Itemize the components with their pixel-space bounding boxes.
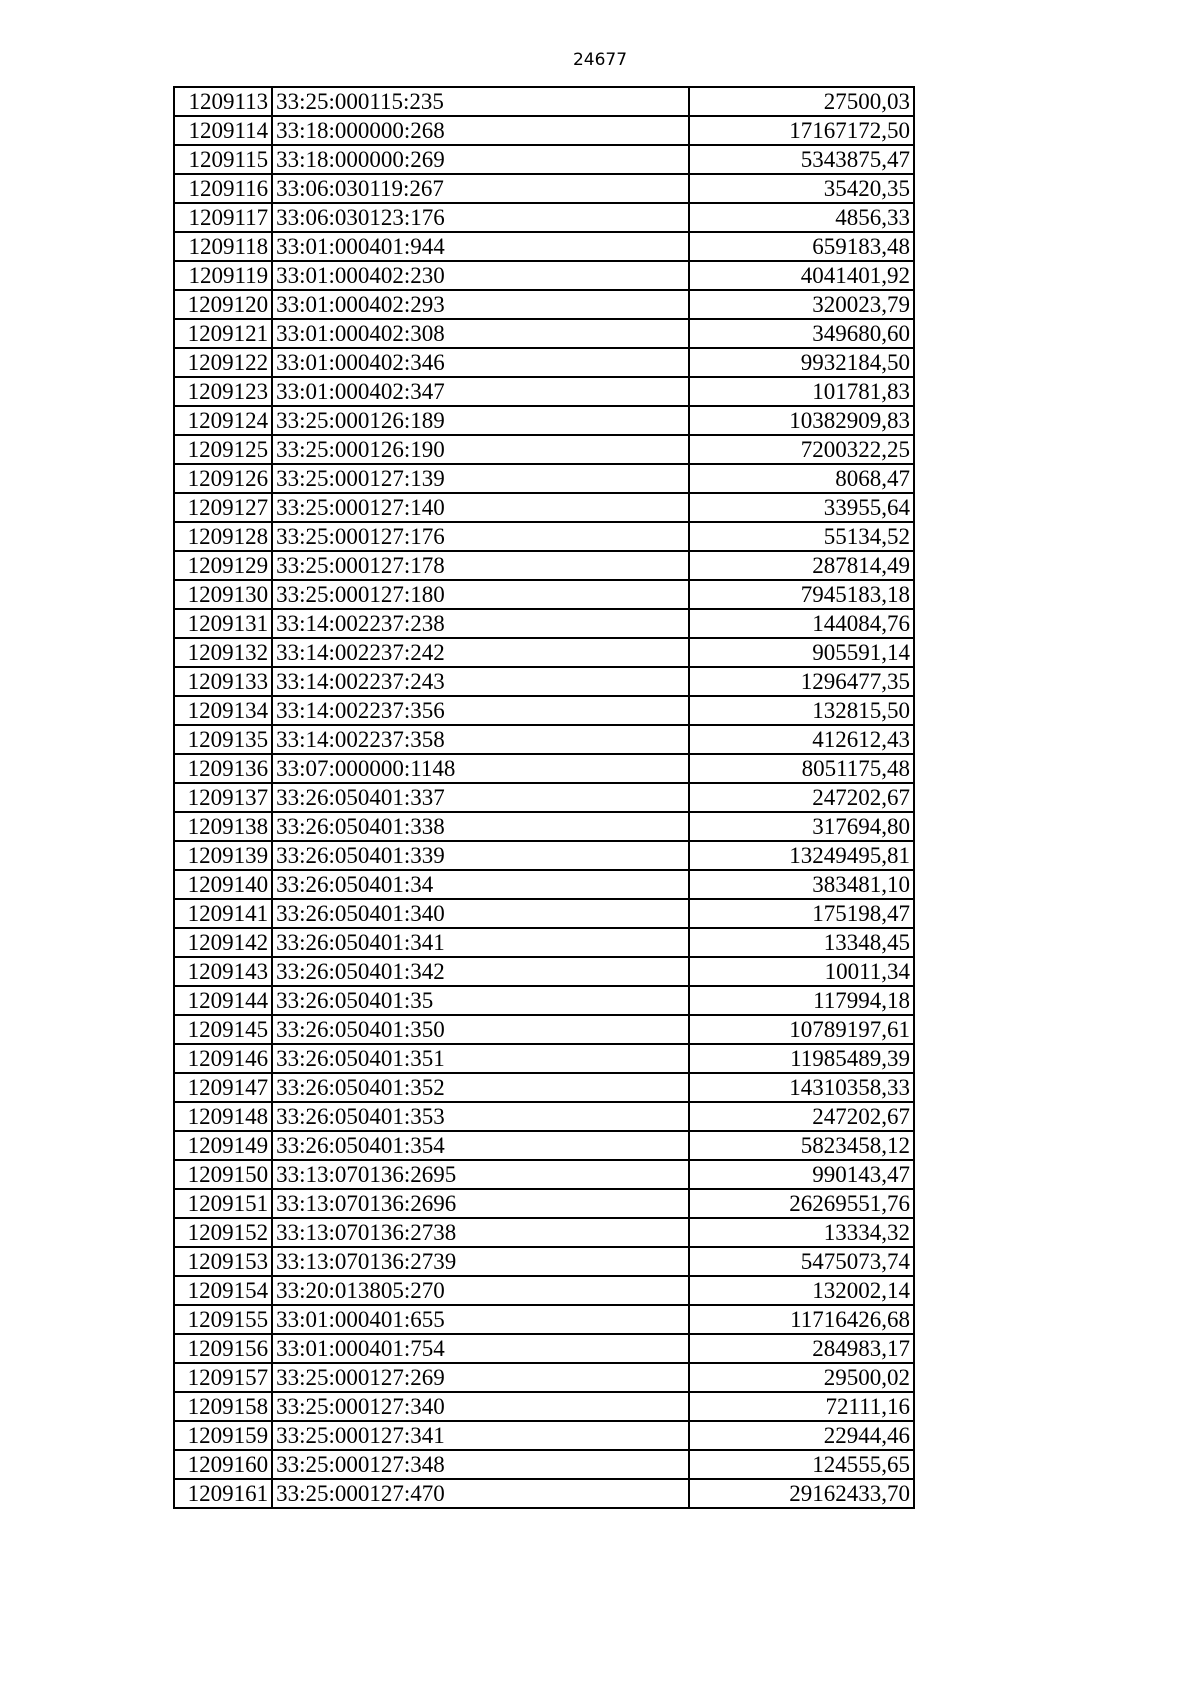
cadastral-number-cell: 33:25:000126:190	[272, 435, 689, 464]
cadastral-number-cell: 33:25:000127:139	[272, 464, 689, 493]
table-row	[174, 232, 914, 261]
row-id-cell: 1209141	[174, 899, 272, 928]
cadastral-number-cell: 33:25:000127:180	[272, 580, 689, 609]
cadastral-number-cell: 33:06:030119:267	[272, 174, 689, 203]
cadastral-value-cell: 5343875,47	[689, 145, 914, 174]
row-id-cell: 1209133	[174, 667, 272, 696]
row-id-cell: 1209129	[174, 551, 272, 580]
table-row	[174, 899, 914, 928]
cadastral-value-cell: 317694,80	[689, 812, 914, 841]
page-number: 24677	[572, 50, 628, 70]
row-id-cell: 1209149	[174, 1131, 272, 1160]
cadastral-number-cell: 33:26:050401:353	[272, 1102, 689, 1131]
cadastral-value-cell: 4041401,92	[689, 261, 914, 290]
row-id-cell: 1209135	[174, 725, 272, 754]
row-id-cell: 1209124	[174, 406, 272, 435]
cadastral-number-cell: 33:26:050401:35	[272, 986, 689, 1015]
row-id-cell: 1209137	[174, 783, 272, 812]
cadastral-number-cell: 33:25:000127:140	[272, 493, 689, 522]
cadastral-value-cell: 9932184,50	[689, 348, 914, 377]
cadastral-value-cell: 101781,83	[689, 377, 914, 406]
cadastral-value-cell: 132815,50	[689, 696, 914, 725]
cadastral-number-cell: 33:18:000000:268	[272, 116, 689, 145]
cadastral-value-cell: 659183,48	[689, 232, 914, 261]
table-row	[174, 464, 914, 493]
table-row	[174, 261, 914, 290]
cadastral-number-cell: 33:26:050401:350	[272, 1015, 689, 1044]
cadastral-number-cell: 33:13:070136:2695	[272, 1160, 689, 1189]
cadastral-number-cell: 33:13:070136:2739	[272, 1247, 689, 1276]
table-row	[174, 580, 914, 609]
cadastral-value-cell: 8068,47	[689, 464, 914, 493]
cadastral-value-cell: 117994,18	[689, 986, 914, 1015]
cadastral-value-cell: 17167172,50	[689, 116, 914, 145]
table-row	[174, 1102, 914, 1131]
cadastral-number-cell: 33:01:000402:230	[272, 261, 689, 290]
row-id-cell: 1209126	[174, 464, 272, 493]
row-id-cell: 1209144	[174, 986, 272, 1015]
row-id-cell: 1209127	[174, 493, 272, 522]
table-row	[174, 87, 914, 116]
cadastral-number-cell: 33:01:000401:754	[272, 1334, 689, 1363]
row-id-cell: 1209118	[174, 232, 272, 261]
cadastral-number-cell: 33:25:000127:341	[272, 1421, 689, 1450]
row-id-cell: 1209119	[174, 261, 272, 290]
table-row	[174, 1305, 914, 1334]
table-row	[174, 1189, 914, 1218]
row-id-cell: 1209148	[174, 1102, 272, 1131]
row-id-cell: 1209147	[174, 1073, 272, 1102]
row-id-cell: 1209113	[174, 87, 272, 116]
cadastral-value-cell: 8051175,48	[689, 754, 914, 783]
row-id-cell: 1209125	[174, 435, 272, 464]
cadastral-number-cell: 33:26:050401:338	[272, 812, 689, 841]
row-id-cell: 1209115	[174, 145, 272, 174]
cadastral-value-cell: 29500,02	[689, 1363, 914, 1392]
table-row	[174, 928, 914, 957]
row-id-cell: 1209114	[174, 116, 272, 145]
table-row	[174, 1479, 914, 1508]
cadastral-number-cell: 33:01:000401:655	[272, 1305, 689, 1334]
cadastral-value-cell: 72111,16	[689, 1392, 914, 1421]
row-id-cell: 1209142	[174, 928, 272, 957]
table-row	[174, 290, 914, 319]
cadastral-number-cell: 33:26:050401:354	[272, 1131, 689, 1160]
row-id-cell: 1209120	[174, 290, 272, 319]
row-id-cell: 1209153	[174, 1247, 272, 1276]
table-row	[174, 725, 914, 754]
cadastral-value-cell: 11716426,68	[689, 1305, 914, 1334]
cadastral-value-cell: 412612,43	[689, 725, 914, 754]
table-row	[174, 870, 914, 899]
table-row	[174, 812, 914, 841]
cadastral-number-cell: 33:13:070136:2738	[272, 1218, 689, 1247]
row-id-cell: 1209128	[174, 522, 272, 551]
table-row	[174, 1044, 914, 1073]
table-row	[174, 522, 914, 551]
table-row	[174, 957, 914, 986]
cadastral-number-cell: 33:14:002237:243	[272, 667, 689, 696]
table-row	[174, 986, 914, 1015]
table-row	[174, 493, 914, 522]
cadastral-value-cell: 13249495,81	[689, 841, 914, 870]
table-row	[174, 174, 914, 203]
table-row	[174, 203, 914, 232]
cadastral-number-cell: 33:14:002237:356	[272, 696, 689, 725]
row-id-cell: 1209136	[174, 754, 272, 783]
cadastral-number-cell: 33:01:000401:944	[272, 232, 689, 261]
table-row	[174, 406, 914, 435]
table-row	[174, 377, 914, 406]
cadastral-number-cell: 33:25:000127:340	[272, 1392, 689, 1421]
cadastral-number-cell: 33:26:050401:337	[272, 783, 689, 812]
cadastral-value-cell: 349680,60	[689, 319, 914, 348]
cadastral-value-cell: 33955,64	[689, 493, 914, 522]
cadastral-number-cell: 33:20:013805:270	[272, 1276, 689, 1305]
cadastral-number-cell: 33:01:000402:308	[272, 319, 689, 348]
cadastral-value-cell: 247202,67	[689, 783, 914, 812]
cadastral-value-cell: 10011,34	[689, 957, 914, 986]
table-row	[174, 609, 914, 638]
row-id-cell: 1209132	[174, 638, 272, 667]
row-id-cell: 1209143	[174, 957, 272, 986]
table-row	[174, 1218, 914, 1247]
table-row	[174, 1334, 914, 1363]
row-id-cell: 1209139	[174, 841, 272, 870]
cadastral-value-cell: 14310358,33	[689, 1073, 914, 1102]
cadastral-number-cell: 33:25:000127:348	[272, 1450, 689, 1479]
cadastral-number-cell: 33:14:002237:358	[272, 725, 689, 754]
row-id-cell: 1209140	[174, 870, 272, 899]
table-row	[174, 841, 914, 870]
table-row	[174, 319, 914, 348]
cadastral-number-cell: 33:01:000402:346	[272, 348, 689, 377]
cadastral-value-cell: 383481,10	[689, 870, 914, 899]
cadastral-number-cell: 33:26:050401:339	[272, 841, 689, 870]
cadastral-value-cell: 124555,65	[689, 1450, 914, 1479]
cadastral-number-cell: 33:26:050401:342	[272, 957, 689, 986]
cadastral-number-cell: 33:06:030123:176	[272, 203, 689, 232]
cadastral-number-cell: 33:25:000127:470	[272, 1479, 689, 1508]
cadastral-number-cell: 33:01:000402:293	[272, 290, 689, 319]
cadastral-value-cell: 284983,17	[689, 1334, 914, 1363]
row-id-cell: 1209161	[174, 1479, 272, 1508]
cadastral-value-cell: 29162433,70	[689, 1479, 914, 1508]
cadastral-value-cell: 7945183,18	[689, 580, 914, 609]
row-id-cell: 1209123	[174, 377, 272, 406]
cadastral-value-cell: 144084,76	[689, 609, 914, 638]
cadastral-number-cell: 33:25:000115:235	[272, 87, 689, 116]
row-id-cell: 1209145	[174, 1015, 272, 1044]
cadastral-value-cell: 10382909,83	[689, 406, 914, 435]
cadastral-number-cell: 33:26:050401:34	[272, 870, 689, 899]
cadastral-value-cell: 35420,35	[689, 174, 914, 203]
table-row	[174, 638, 914, 667]
table-row	[174, 667, 914, 696]
row-id-cell: 1209130	[174, 580, 272, 609]
row-id-cell: 1209158	[174, 1392, 272, 1421]
cadastral-value-cell: 5475073,74	[689, 1247, 914, 1276]
cadastral-number-cell: 33:13:070136:2696	[272, 1189, 689, 1218]
row-id-cell: 1209157	[174, 1363, 272, 1392]
cadastral-number-cell: 33:26:050401:352	[272, 1073, 689, 1102]
cadastral-value-cell: 5823458,12	[689, 1131, 914, 1160]
table-row	[174, 783, 914, 812]
row-id-cell: 1209152	[174, 1218, 272, 1247]
row-id-cell: 1209134	[174, 696, 272, 725]
cadastral-value-cell: 132002,14	[689, 1276, 914, 1305]
row-id-cell: 1209156	[174, 1334, 272, 1363]
cadastral-value-cell: 13348,45	[689, 928, 914, 957]
cadastral-number-cell: 33:25:000127:178	[272, 551, 689, 580]
cadastral-number-cell: 33:26:050401:340	[272, 899, 689, 928]
cadastral-value-cell: 7200322,25	[689, 435, 914, 464]
cadastral-value-cell: 175198,47	[689, 899, 914, 928]
table-row	[174, 754, 914, 783]
cadastral-value-cell: 287814,49	[689, 551, 914, 580]
table-body	[174, 87, 914, 1508]
cadastral-value-cell: 990143,47	[689, 1160, 914, 1189]
table-row	[174, 1073, 914, 1102]
table-row	[174, 1392, 914, 1421]
cadastral-number-cell: 33:25:000127:269	[272, 1363, 689, 1392]
cadastral-value-cell: 22944,46	[689, 1421, 914, 1450]
cadastral-number-cell: 33:25:000127:176	[272, 522, 689, 551]
table-row	[174, 1247, 914, 1276]
cadastral-number-cell: 33:07:000000:1148	[272, 754, 689, 783]
cadastral-value-cell: 11985489,39	[689, 1044, 914, 1073]
table-row	[174, 116, 914, 145]
row-id-cell: 1209138	[174, 812, 272, 841]
table-row	[174, 1015, 914, 1044]
row-id-cell: 1209155	[174, 1305, 272, 1334]
cadastral-value-cell: 26269551,76	[689, 1189, 914, 1218]
cadastral-value-cell: 1296477,35	[689, 667, 914, 696]
cadastral-value-cell: 27500,03	[689, 87, 914, 116]
cadastral-value-cell: 247202,67	[689, 1102, 914, 1131]
cadastral-number-cell: 33:26:050401:341	[272, 928, 689, 957]
table-row	[174, 1363, 914, 1392]
table-row	[174, 551, 914, 580]
cadastral-value-cell: 55134,52	[689, 522, 914, 551]
cadastral-number-cell: 33:14:002237:242	[272, 638, 689, 667]
table-row	[174, 1276, 914, 1305]
table-row	[174, 1160, 914, 1189]
cadastral-value-cell: 4856,33	[689, 203, 914, 232]
cadastral-value-cell: 10789197,61	[689, 1015, 914, 1044]
row-id-cell: 1209121	[174, 319, 272, 348]
row-id-cell: 1209122	[174, 348, 272, 377]
cadastral-number-cell: 33:18:000000:269	[272, 145, 689, 174]
cadastral-value-table	[173, 86, 915, 1509]
row-id-cell: 1209150	[174, 1160, 272, 1189]
cadastral-number-cell: 33:26:050401:351	[272, 1044, 689, 1073]
row-id-cell: 1209160	[174, 1450, 272, 1479]
row-id-cell: 1209117	[174, 203, 272, 232]
table-row	[174, 1131, 914, 1160]
row-id-cell: 1209159	[174, 1421, 272, 1450]
table-row	[174, 696, 914, 725]
cadastral-value-cell: 13334,32	[689, 1218, 914, 1247]
table-row	[174, 348, 914, 377]
cadastral-number-cell: 33:25:000126:189	[272, 406, 689, 435]
row-id-cell: 1209154	[174, 1276, 272, 1305]
table-row	[174, 435, 914, 464]
row-id-cell: 1209116	[174, 174, 272, 203]
cadastral-value-cell: 905591,14	[689, 638, 914, 667]
table-row	[174, 1421, 914, 1450]
row-id-cell: 1209146	[174, 1044, 272, 1073]
table-row	[174, 145, 914, 174]
cadastral-number-cell: 33:01:000402:347	[272, 377, 689, 406]
table-row	[174, 1450, 914, 1479]
row-id-cell: 1209151	[174, 1189, 272, 1218]
row-id-cell: 1209131	[174, 609, 272, 638]
cadastral-number-cell: 33:14:002237:238	[272, 609, 689, 638]
cadastral-value-cell: 320023,79	[689, 290, 914, 319]
